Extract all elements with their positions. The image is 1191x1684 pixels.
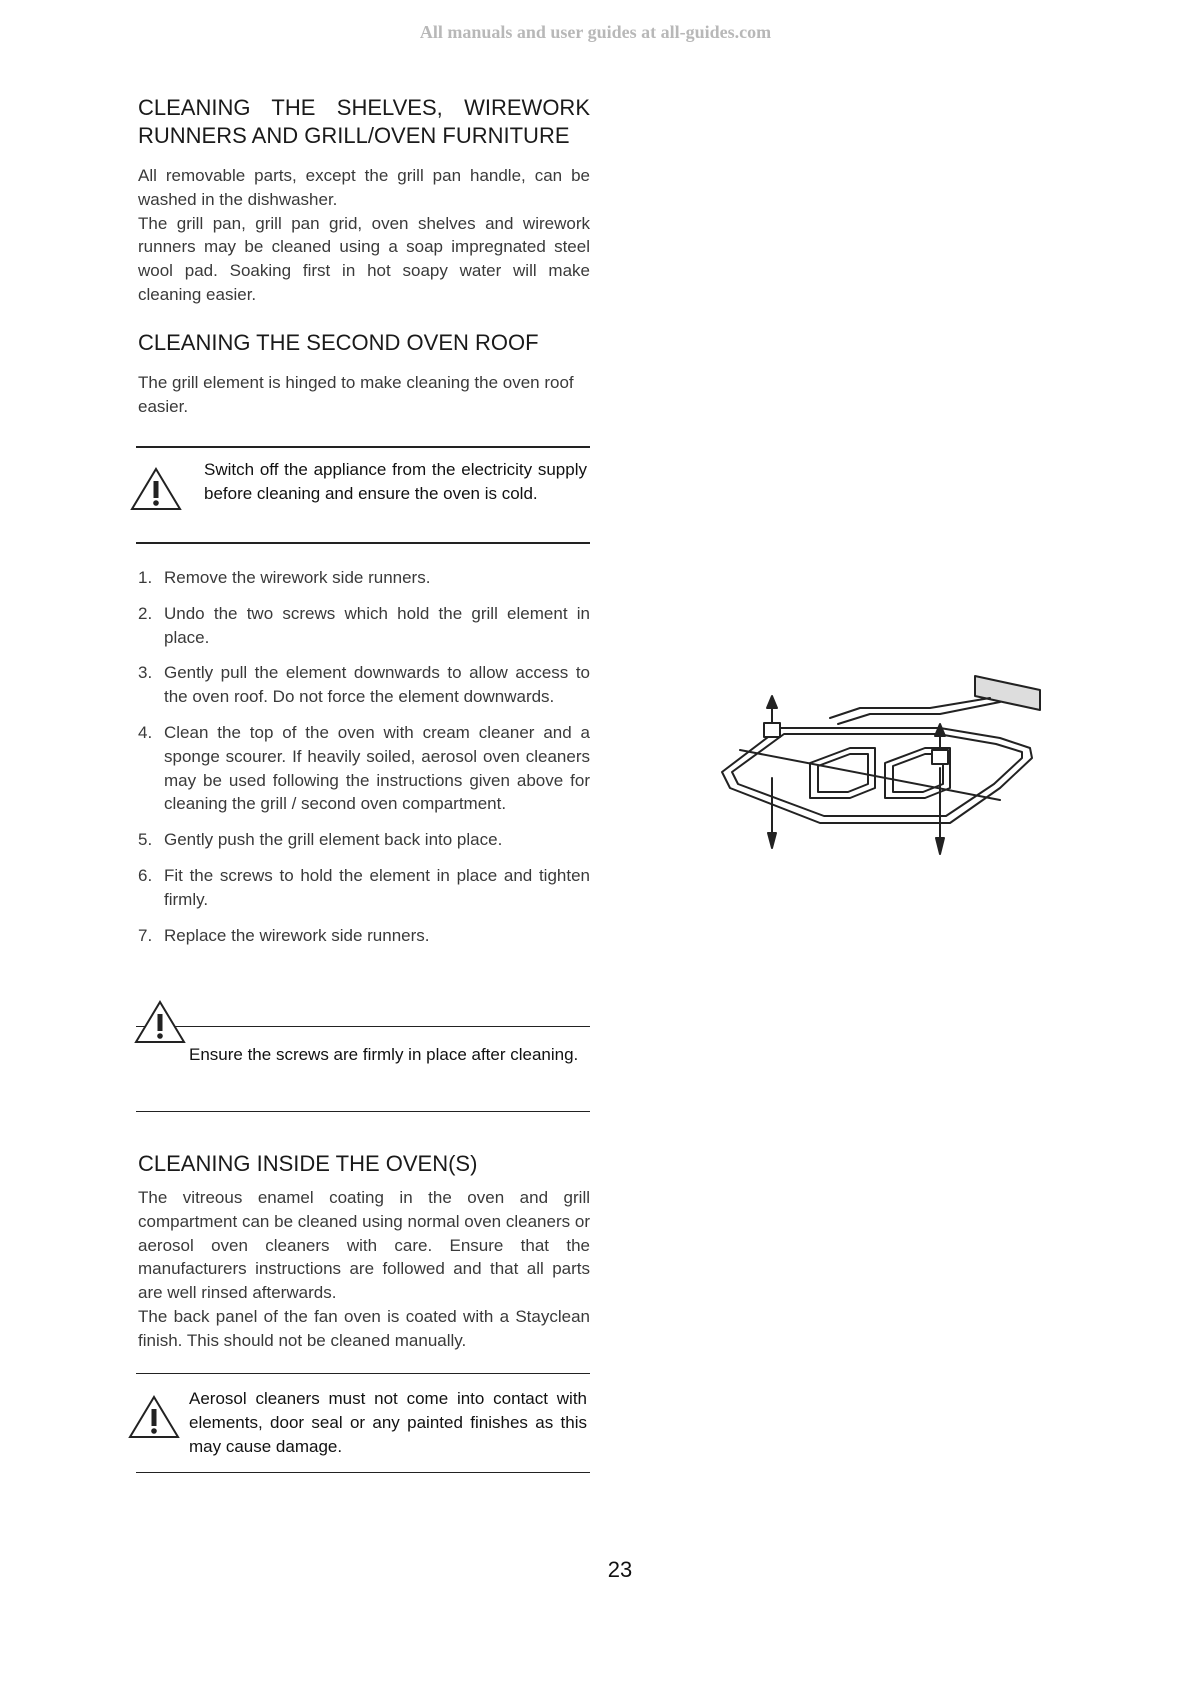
- list-item: 7. Replace the wirework side runners.: [138, 925, 430, 945]
- section-shelves: [138, 94, 590, 307]
- list-item: 5. Gently push the grill element back into place.: [138, 830, 503, 850]
- warning-box-switch-off: [136, 446, 590, 544]
- warning-box-screws: [136, 1026, 590, 1112]
- paragraph-vitreous-enamel: The vitreous enamel coating in the oven and grill compartment can be cleaned using normal oven cleaners or aerosol oven cleaners with care. Ensure that the manufacturers instructions are followed and that all parts are well rinsed afterwards.: [138, 1188, 590, 1303]
- paragraph-removable-parts: All removable parts, except the grill pan handle, can be washed in the dishwasher.: [138, 166, 590, 209]
- list-item: 4. Clean the top of the oven with cream cleaner and a sponge scourer. If heavily soiled, aerosol oven cleaners may be used following the instructions given above for cleaning the grill / second oven compartment.: [138, 722, 590, 814]
- warning-triangle-icon: [134, 999, 186, 1045]
- heading-cleaning-shelves: CLEANING THE SHELVES, WIREWORK RUNNERS AND GRILL/OVEN FURNITURE: [138, 95, 590, 148]
- warning-triangle-icon: [130, 466, 182, 512]
- list-item: 6. Fit the screws to hold the element in place and tighten firmly.: [138, 865, 590, 909]
- steps-list: [138, 566, 590, 947]
- list-item: 2. Undo the two screws which hold the grill element in place.: [138, 603, 590, 647]
- paragraph-grill-hinged: The grill element is hinged to make cleaning the oven roof easier.: [138, 373, 574, 416]
- heading-second-oven-roof: CLEANING THE SECOND OVEN ROOF: [138, 330, 539, 355]
- warning-text-switch-off: Switch off the appliance from the electricity supply before cleaning and ensure the oven is cold.: [204, 460, 587, 503]
- heading-inside-ovens: CLEANING INSIDE THE OVEN(S): [138, 1151, 478, 1176]
- warning-text-aerosol: Aerosol cleaners must not come into contact with elements, door seal or any painted finishes as this may cause damage.: [189, 1389, 587, 1456]
- section-second-oven-roof: [138, 329, 590, 419]
- watermark: All manuals and user guides at all-guides.com: [419, 22, 772, 42]
- page-number: 23: [607, 1557, 633, 1582]
- section-inside-ovens: [138, 1150, 590, 1353]
- warning-box-aerosol: [136, 1373, 590, 1473]
- paragraph-back-panel: The back panel of the fan oven is coated with a Stayclean finish. This should not be cleaned manually.: [138, 1306, 590, 1350]
- list-item: 3. Gently pull the element downwards to allow access to the oven roof. Do not force the element downwards.: [138, 663, 590, 707]
- paragraph-grill-pan: The grill pan, grill pan grid, oven shelves and wirework runners may be cleaned using a soap impregnated steel wool pad. Soaking first in hot soapy water will make cleaning easier.: [138, 213, 590, 304]
- list-item: 1. Remove the wirework side runners.: [138, 568, 431, 587]
- warning-text-screws: Ensure the screws are firmly in place after cleaning.: [189, 1045, 579, 1064]
- steps-list-container: [138, 566, 590, 959]
- grill-element-illustration: [700, 668, 1050, 858]
- warning-triangle-icon: [128, 1394, 180, 1440]
